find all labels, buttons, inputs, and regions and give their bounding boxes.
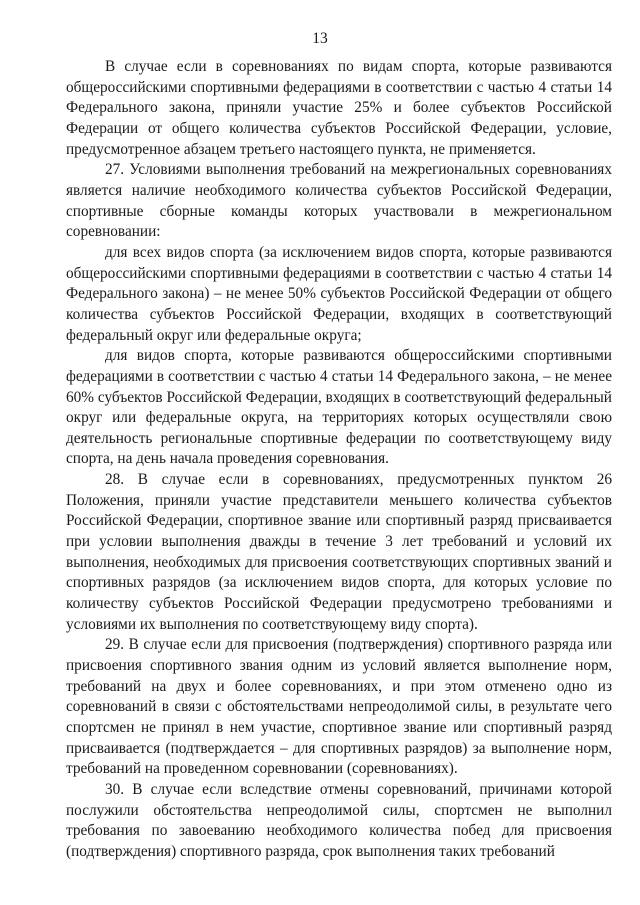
paragraph-28: 28. В случае если в соревнованиях, предусмотренных пунктом 26 Положения, приняли участие представители меньшего количества субъектов Российской Федерации, спортивное звание или спортивный разряд присваивается при условии выполнения дважды в течение 3 лет требований и условий их выполнения, необходимых для присвоения соответствующих спортивных званий и спортивных разрядов (за исключением видов спорта, для которых условие по количеству субъектов Российской Федерации предусмотрено требованиями и условиями их выполнения по соответствующему виду спорта). xyxy=(66,471,612,633)
paragraph-27: 27. Условиями выполнения требований на межрегиональных соревнованиях является наличие необходимого количества субъектов Российской Федерации, спортивные сборные команды которых участвовали в межрегиональном соревновании: xyxy=(66,161,612,241)
paragraph-27-specific-sports: для видов спорта, которые развиваются общероссийскими спортивными федерациями в соответствии с частью 4 статьи 14 Федерального закона, – не менее 60% субъектов Российской Федерации, входящих в соответствующий федеральный округ или федеральные округа, на территориях которых осуществляли свою деятельность региональные спортивные федерации по соответствующему виду спорта, на день начала проведения соревнования. xyxy=(66,347,612,468)
paragraph-29: 29. В случае если для присвоения (подтверждения) спортивного разряда или присвоения спортивного звания одним из условий является выполнение норм, требований на двух и более соревнованиях, и при этом отменено одно из соревнований в связи с обстоятельствами непреодолимой силы, в результате чего спортсмен не принял в нем участие, спортивное звание или спортивный разряд присваивается (подтверждается – для спортивных разрядов) за выполнение норм, требований на проведенном соревновании (соревнованиях). xyxy=(66,636,612,778)
paragraph-30: 30. В случае если вследствие отмены соревнований, причинами которой послужили обстоятельства непреодолимой силы, спортсмен не выполнил требования по завоеванию необходимого количества побед для присвоения (подтверждения) спортивного разряда, срок выполнения таких требований xyxy=(66,780,612,860)
paragraph-intro-condition: В случае если в соревнованиях по видам спорта, которые развиваются общероссийскими спортивными федерациями в соответствии с частью 4 статьи 14 Федерального закона, приняли участие 25% и более субъектов Российской Федерации от общего количества субъектов Российской Федерации, условие, предусмотренное абзацем третьего настоящего пункта, не применяется. xyxy=(66,58,612,158)
document-body xyxy=(66,57,612,863)
paragraph-27-all-sports: для всех видов спорта (за исключением видов спорта, которые развиваются общероссийскими спортивными федерациями в соответствии с частью 4 статьи 14 Федерального закона) – не менее 50% субъектов Российской Федерации от общего количества субъектов Российской Федерации, входящих в соответствующий федеральный округ или федеральные округа; xyxy=(66,243,612,344)
page-number: 13 xyxy=(312,30,328,47)
